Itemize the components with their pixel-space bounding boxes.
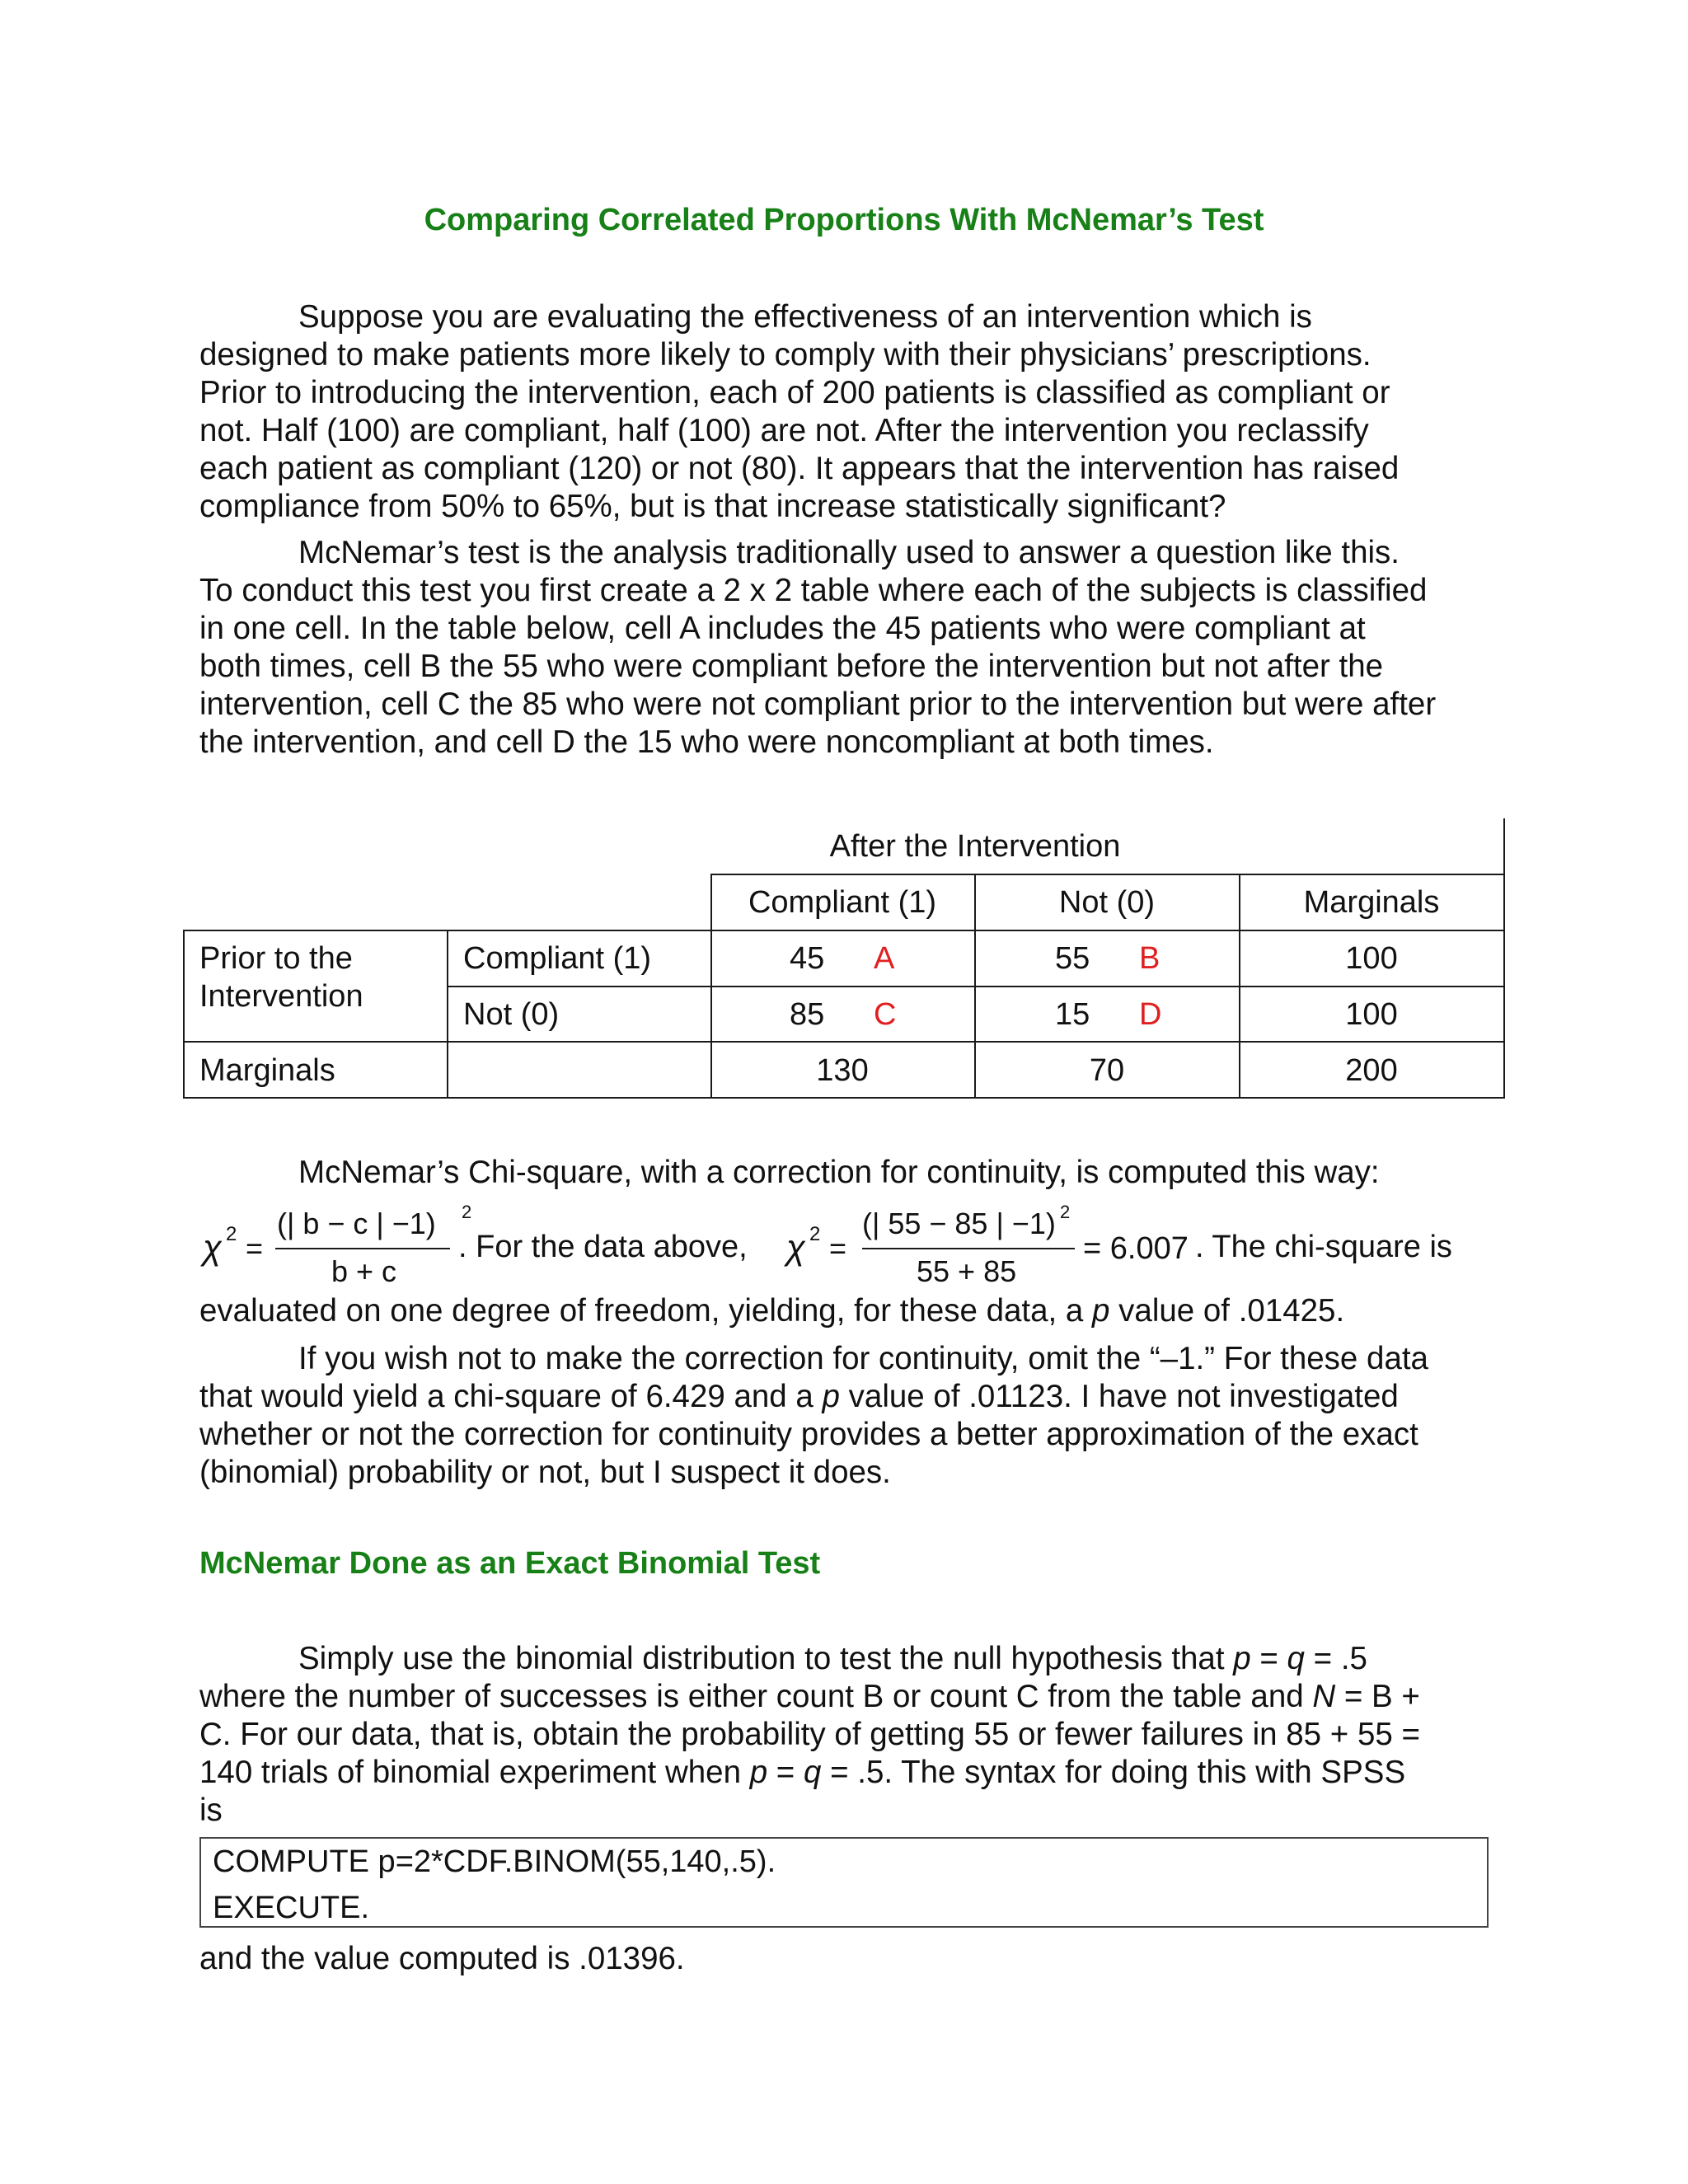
table-rule <box>183 1041 1505 1043</box>
numerator-exponent: 2 <box>1060 1202 1071 1222</box>
row-header-compliant: Compliant (1) <box>463 941 652 976</box>
paragraph-intro <box>199 298 1493 526</box>
chi-square-intro <box>199 1154 1493 1192</box>
para2-line: both times, cell B the 55 who were compliant before the intervention but not after the <box>199 649 1384 684</box>
formula-result: = 6.007 <box>1083 1231 1189 1266</box>
table-rule <box>183 930 1505 931</box>
chi-exponent: 2 <box>226 1223 237 1245</box>
cell-a-label: A <box>874 941 895 976</box>
para1-line: not. Half (100) are compliant, half (100) are not. After the intervention you reclassify <box>199 413 1369 448</box>
row-header-marginals: Marginals <box>199 1053 335 1088</box>
grand-total: 200 <box>1345 1053 1398 1088</box>
closing-sentence: and the value computed is .01396. <box>199 1941 685 1976</box>
equals-sign: = <box>829 1231 847 1265</box>
para2-line: To conduct this test you first create a 2 x 2 table where each of the subjects is classified <box>199 573 1428 608</box>
formula-tail-text: . The chi-square is <box>1195 1230 1452 1264</box>
chi-symbol: χ <box>786 1228 805 1267</box>
col2-marginal: 70 <box>1089 1053 1125 1088</box>
table-rule <box>447 930 448 1099</box>
row1-marginal: 100 <box>1345 941 1398 976</box>
para1-line: designed to make patients more likely to comply with their physicians’ prescriptions. <box>199 337 1372 373</box>
table-rule <box>183 930 185 1099</box>
row2-marginal: 100 <box>1345 997 1398 1032</box>
para1-line: Suppose you are evaluating the effectiveness of an intervention which is <box>298 299 1312 335</box>
col1-marginal: 130 <box>816 1053 869 1088</box>
formula-denominator: b + c <box>331 1254 397 1288</box>
fraction-bar <box>862 1248 1075 1249</box>
paragraph-binomial: Simply use the binomial distribution to test the null hypothesis that p = q = .5 where the number of successes is either count B or count C from the table and N = B + C. For our data, that is, obtain the probability of getting 55 or fewer failures in 85 + 55 = 140 trials of binomial experiment when p = q = .5. The syntax for doing this with SPSS is <box>199 1641 1420 1828</box>
code-line: COMPUTE p=2*CDF.BINOM(55,140,.5). <box>213 1844 776 1879</box>
para1-line: compliance from 50% to 65%, but is that increase statistically significant? <box>199 489 1226 524</box>
formula-denominator-values: 55 + 85 <box>917 1254 1017 1288</box>
after-intervention-header: After the Intervention <box>829 829 1121 864</box>
col-header-compliant: Compliant (1) <box>748 885 937 920</box>
chi-exponent: 2 <box>809 1223 821 1245</box>
para2-line: intervention, cell C the 85 who were not compliant prior to the intervention but were after <box>199 687 1437 722</box>
para1-line: each patient as compliant (120) or not (80). It appears that the intervention has raised <box>199 451 1400 486</box>
code-line: EXECUTE. <box>213 1891 370 1925</box>
paragraph-no-correction: If you wish not to make the correction for continuity, omit the “–1.” For these data that would yield a chi-square of 6.429 and a p value of .01123. I have not investigated whether or not the correction for continuity provides a better approximation of the exact (binomial) probability or not, but I suspect it does. <box>199 1341 1428 1490</box>
para1-line: Prior to introducing the intervention, each of 200 patients is classified as compliant or <box>199 375 1390 410</box>
numerator-exponent: 2 <box>462 1202 472 1222</box>
cell-d-value: 15 <box>1055 997 1090 1032</box>
para2-line: the intervention, and cell D the 15 who were noncompliant at both times. <box>199 724 1214 760</box>
equals-sign: = <box>246 1231 264 1265</box>
formula-numerator: (| b − c | −1) <box>277 1207 436 1240</box>
chi-square-evaluation: evaluated on one degree of freedom, yielding, for these data, a p value of .01425. <box>199 1293 1345 1329</box>
paragraph-mcnemar <box>199 534 1493 762</box>
section-heading-binomial: McNemar Done as an Exact Binomial Test <box>199 1546 821 1581</box>
formula-numerator-values: (| 55 − 85 | −1) <box>862 1207 1056 1240</box>
cell-a-value: 45 <box>790 941 825 976</box>
cell-c-value: 85 <box>790 997 825 1032</box>
para3-line: McNemar’s Chi-square, with a correction for continuity, is computed this way: <box>298 1155 1380 1190</box>
table-rule <box>447 986 1505 987</box>
spss-syntax-box <box>199 1837 1489 1928</box>
document-title: Comparing Correlated Proportions With McNemar’s Test <box>424 203 1264 237</box>
col-header-marginals: Marginals <box>1303 885 1440 920</box>
para2-line: in one cell. In the table below, cell A includes the 45 patients who were compliant at <box>199 611 1366 646</box>
para2-line: McNemar’s test is the analysis traditionally used to answer a question like this. <box>298 535 1400 570</box>
cell-c-label: C <box>874 997 897 1032</box>
row-header-not: Not (0) <box>463 997 560 1032</box>
formula-mid-text: . For the data above, <box>458 1230 748 1264</box>
row-group-label: Prior to the Intervention <box>199 941 363 1014</box>
cell-d-label: D <box>1139 997 1162 1032</box>
table-rule <box>1503 818 1505 1099</box>
chi-symbol: χ <box>203 1228 222 1267</box>
cell-b-label: B <box>1139 941 1160 976</box>
col-header-not: Not (0) <box>1058 885 1156 920</box>
table-rule <box>710 874 1505 875</box>
table-rule <box>183 1097 1505 1099</box>
cell-b-value: 55 <box>1055 941 1090 976</box>
fraction-bar <box>275 1248 450 1249</box>
